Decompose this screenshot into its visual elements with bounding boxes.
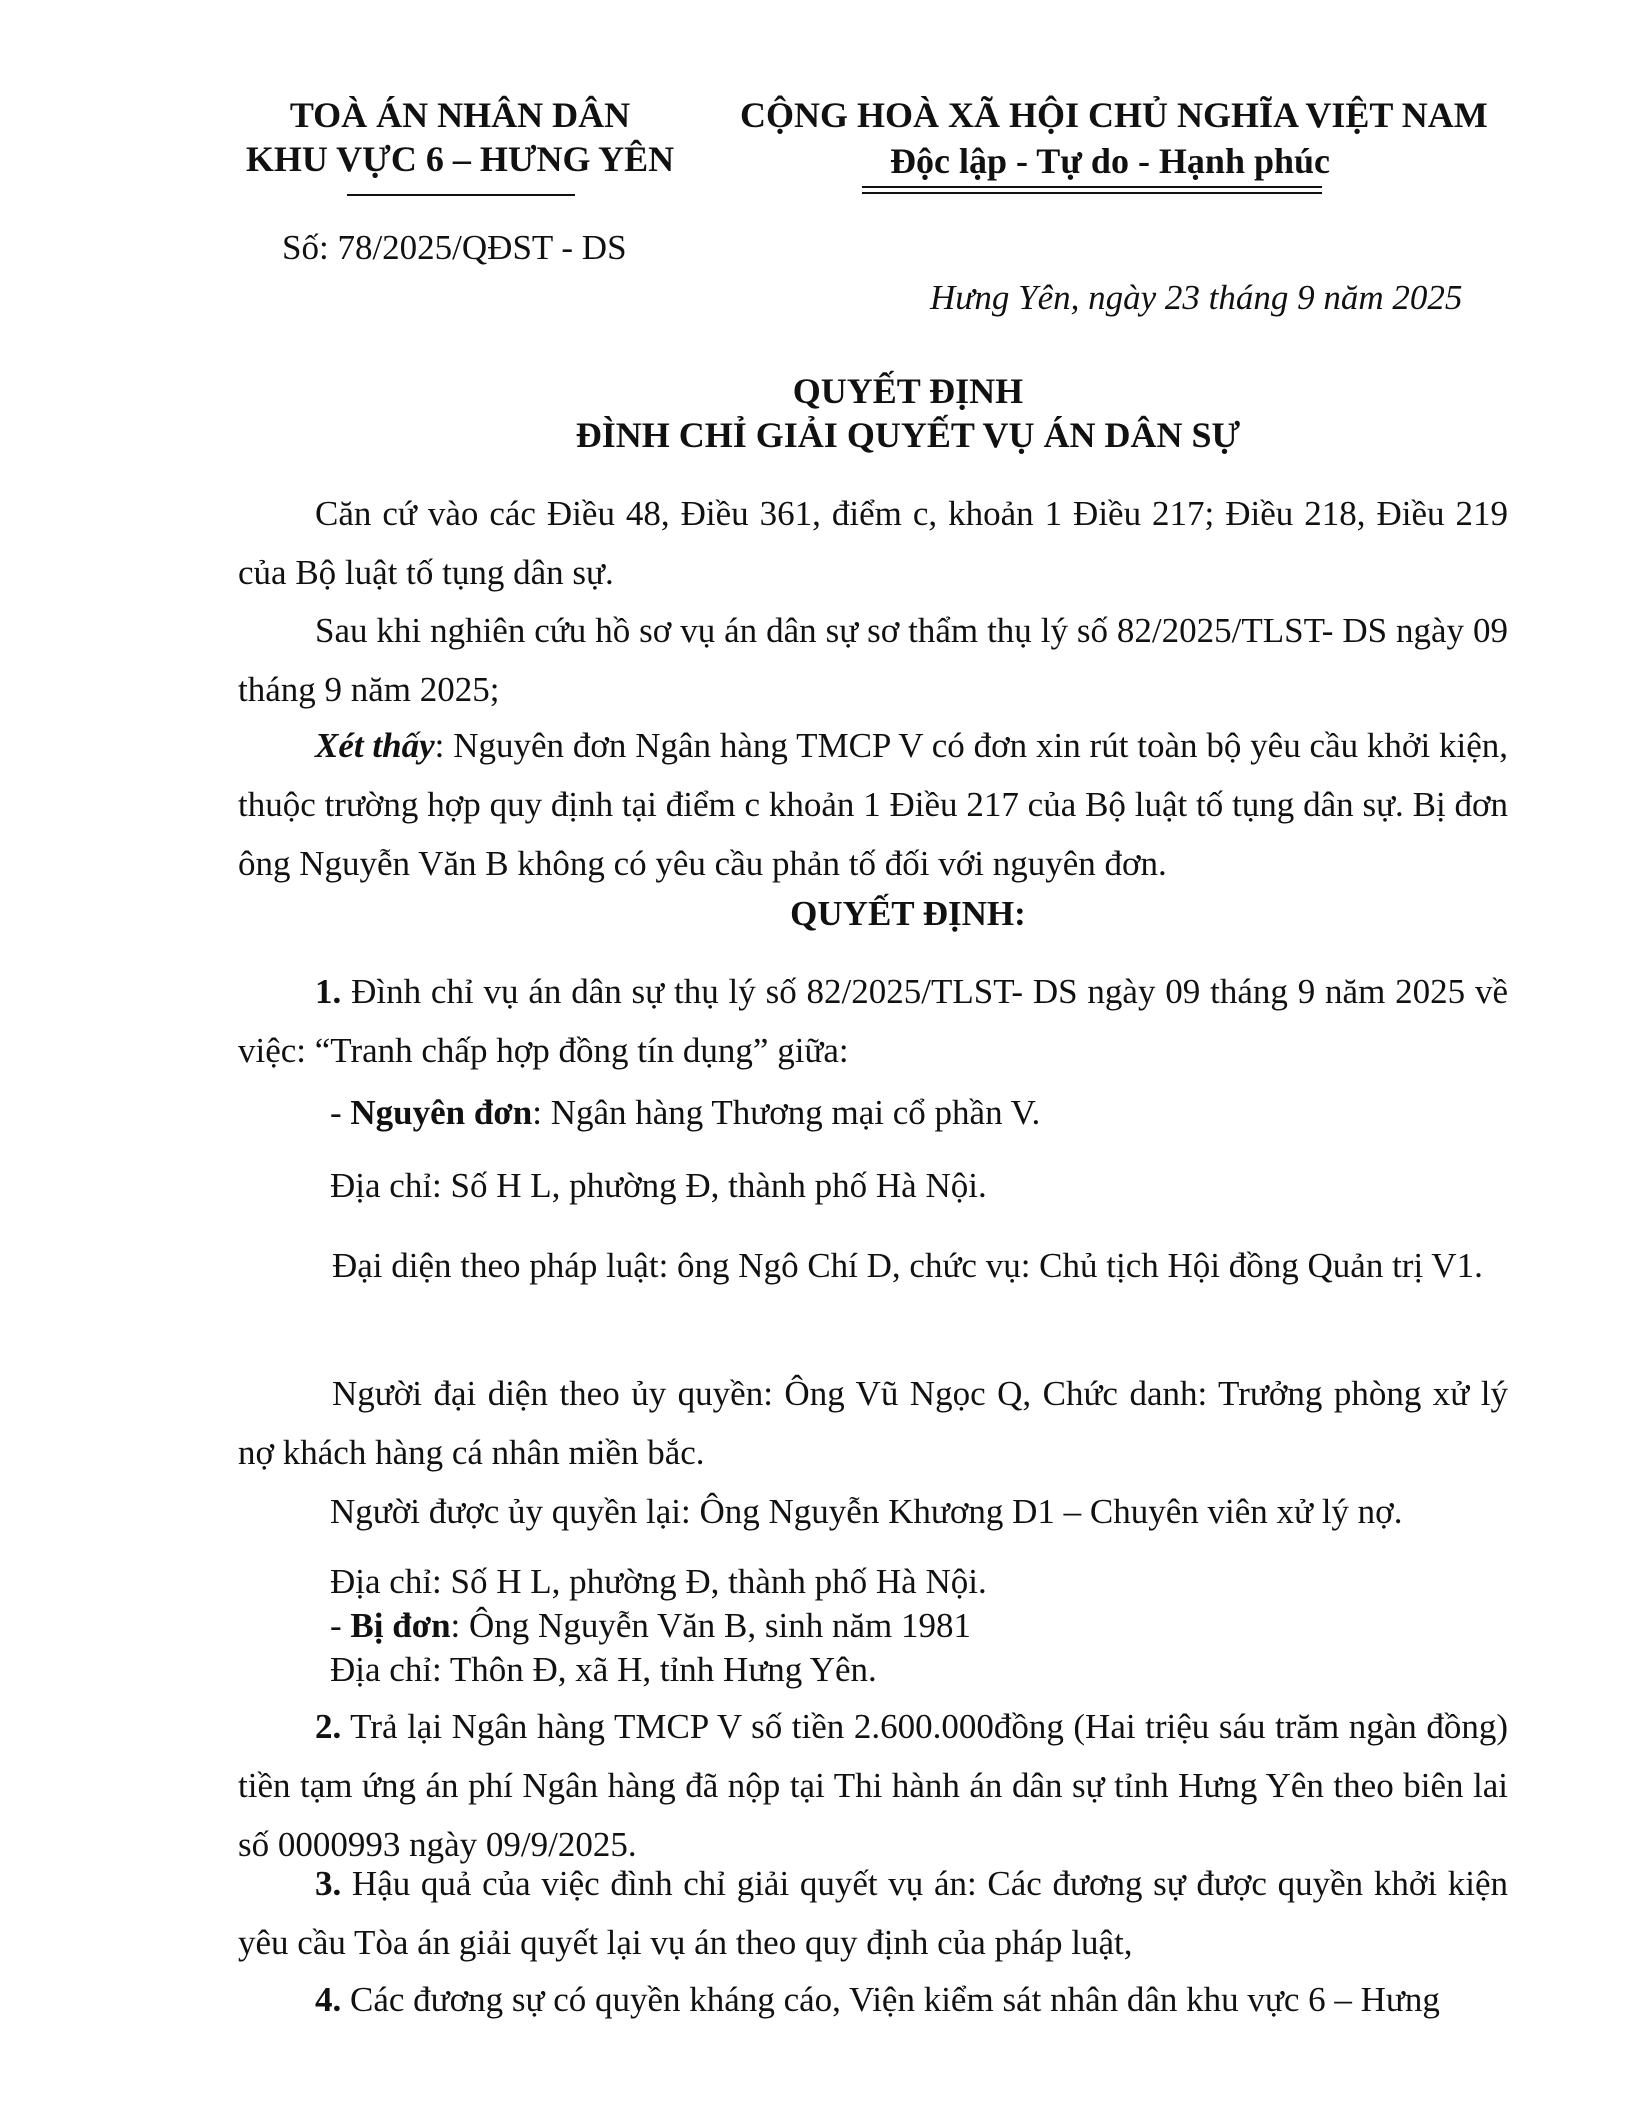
document-number: Số: 78/2025/QĐST - DS	[282, 228, 627, 267]
court-name-line1: TOÀ ÁN NHÂN DÂN	[289, 95, 631, 135]
sub-authorized-address: Địa chỉ: Số H L, phường Đ, thành phố Hà Nội.	[330, 1562, 987, 1601]
review-paragraph	[238, 601, 1508, 719]
item-1-number: 1.	[315, 972, 342, 1011]
item-3-number: 3.	[315, 1864, 342, 1903]
authorized-representative	[238, 1364, 1508, 1482]
legal-basis-text: Căn cứ vào các Điều 48, Điều 361, điểm c, khoản 1 Điều 217; Điều 218, Điều 219 của Bộ luật tố tụng dân sự.	[238, 494, 1508, 592]
finding-label: Xét thấy	[315, 726, 435, 765]
decision-item-4	[238, 1970, 1508, 2029]
document-title: QUYẾT ĐỊNH	[792, 371, 1024, 411]
court-name-line2: KHU VỰC 6 – HƯNG YÊN	[245, 139, 675, 179]
place-date: Hưng Yên, ngày 23 tháng 9 năm 2025	[930, 278, 1463, 317]
defendant-text: : Ông Nguyễn Văn B, sinh năm 1981	[450, 1606, 971, 1645]
defendant-label: Bị đơn	[350, 1606, 451, 1645]
defendant-address: Địa chỉ: Thôn Đ, xã H, tỉnh Hưng Yên.	[330, 1650, 877, 1689]
motto-underline	[862, 186, 1322, 188]
decision-item-1	[238, 962, 1508, 1080]
motto-underline-2	[862, 192, 1322, 194]
legal-representative	[238, 1236, 1508, 1295]
plaintiff-address: Địa chỉ: Số H L, phường Đ, thành phố Hà Nội.	[330, 1166, 987, 1205]
item-4-number: 4.	[315, 1980, 342, 2019]
item-2-number: 2.	[315, 1707, 342, 1746]
finding-text: : Nguyên đơn Ngân hàng TMCP V có đơn xin rút toàn bộ yêu cầu khởi kiện, thuộc trường hợp quy định tại điểm c khoản 1 Điều 217 của Bộ luật tố tụng dân sự. Bị đơn ông Nguyễn Văn B không có yêu cầu phản tố đối với nguyên đơn.	[238, 726, 1509, 883]
decision-item-2	[238, 1697, 1508, 1874]
defendant-line	[330, 1606, 971, 1646]
finding-paragraph	[238, 716, 1508, 893]
plaintiff-line	[330, 1093, 1040, 1133]
sub-authorized-representative: Người được ủy quyền lại: Ông Nguyễn Khương D1 – Chuyên viên xử lý nợ.	[330, 1492, 1403, 1531]
nation-motto: Độc lập - Tự do - Hạnh phúc	[889, 141, 1331, 181]
plaintiff-dash: -	[330, 1093, 351, 1132]
legal-representative-text: Đại diện theo pháp luật: ông Ngô Chí D, chức vụ: Chủ tịch Hội đồng Quản trị V1.	[332, 1246, 1483, 1285]
document-subtitle: ĐÌNH CHỈ GIẢI QUYẾT VỤ ÁN DÂN SỰ	[575, 415, 1241, 455]
review-text: Sau khi nghiên cứu hồ sơ vụ án dân sự sơ thẩm thụ lý số 82/2025/TLST- DS ngày 09 tháng 9 năm 2025;	[238, 611, 1508, 709]
decision-item-3	[238, 1854, 1508, 1972]
legal-basis-paragraph	[238, 484, 1508, 602]
court-underline	[347, 194, 575, 196]
defendant-dash: -	[330, 1606, 351, 1645]
item-1-text: Đình chỉ vụ án dân sự thụ lý số 82/2025/TLST- DS ngày 09 tháng 9 năm 2025 về việc: “Tranh chấp hợp đồng tín dụng” giữa:	[238, 972, 1508, 1070]
plaintiff-label: Nguyên đơn	[350, 1093, 533, 1132]
item-4-text: Các đương sự có quyền kháng cáo, Viện kiểm sát nhân dân khu vực 6 – Hưng	[341, 1980, 1440, 2019]
item-3-text: Hậu quả của việc đình chỉ giải quyết vụ án: Các đương sự được quyền khởi kiện yêu cầu Tòa án giải quyết lại vụ án theo quy định của pháp luật,	[238, 1864, 1508, 1962]
authorized-representative-text: Người đại diện theo ủy quyền: Ông Vũ Ngọc Q, Chức danh: Trưởng phòng xử lý nợ khách hàng cá nhân miền bắc.	[238, 1374, 1508, 1472]
item-2-text: Trả lại Ngân hàng TMCP V số tiền 2.600.000đồng (Hai triệu sáu trăm ngàn đồng) tiền tạm ứng án phí Ngân hàng đã nộp tại Thi hành án dân sự tỉnh Hưng Yên theo biên lai số 0000993 ngày 09/9/2025.	[238, 1707, 1508, 1864]
decision-heading: QUYẾT ĐỊNH:	[790, 894, 1026, 933]
plaintiff-text: : Ngân hàng Thương mại cổ phần V.	[532, 1093, 1041, 1132]
nation-title: CỘNG HOÀ XÃ HỘI CHỦ NGHĨA VIỆT NAM	[740, 95, 1488, 135]
